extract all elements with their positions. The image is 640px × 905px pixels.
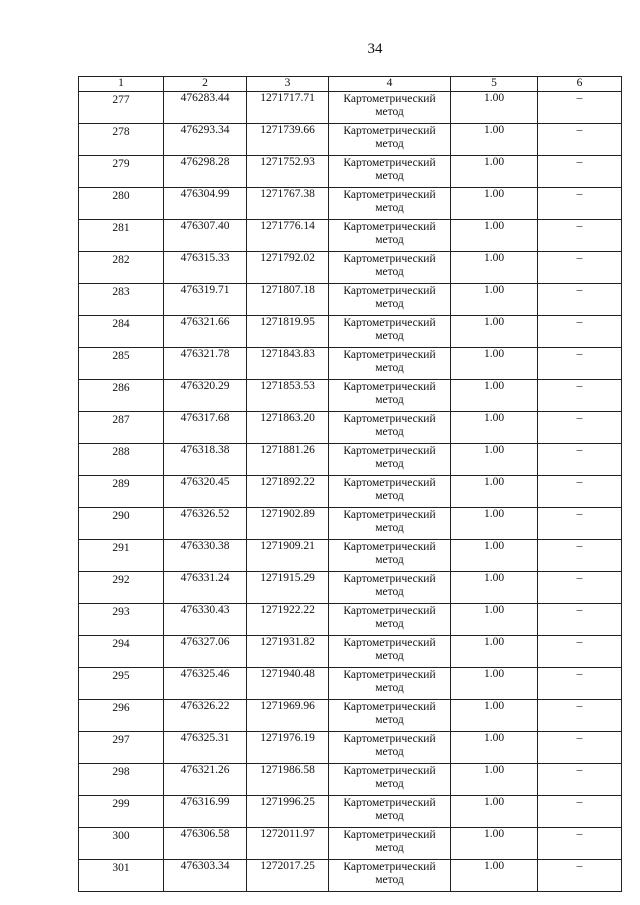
cell-y-coordinate: 1271863.20 (247, 412, 329, 444)
cell-note: – (538, 220, 622, 252)
cell-point-number: 279 (79, 156, 164, 188)
cell-accuracy: 1.00 (451, 860, 538, 892)
cell-note: – (538, 796, 622, 828)
cell-point-number: 278 (79, 124, 164, 156)
table-row (79, 668, 622, 700)
cell-y-coordinate: 1271931.82 (247, 636, 329, 668)
table-row (79, 412, 622, 444)
cell-note: – (538, 860, 622, 892)
table-row (79, 284, 622, 316)
cell-y-coordinate: 1271807.18 (247, 284, 329, 316)
cell-y-coordinate: 1271853.53 (247, 380, 329, 412)
cell-point-number: 277 (79, 92, 164, 124)
table-row (79, 860, 622, 892)
cell-y-coordinate: 1271940.48 (247, 668, 329, 700)
cell-y-coordinate: 1271922.22 (247, 604, 329, 636)
cell-method: Картометрический метод (329, 764, 451, 796)
header-cell-2: 2 (164, 77, 247, 92)
table-row (79, 316, 622, 348)
cell-y-coordinate: 1271819.95 (247, 316, 329, 348)
cell-method: Картометрический метод (329, 444, 451, 476)
cell-note: – (538, 476, 622, 508)
cell-note: – (538, 668, 622, 700)
cell-point-number: 284 (79, 316, 164, 348)
cell-method: Картометрический метод (329, 476, 451, 508)
cell-x-coordinate: 476316.99 (164, 796, 247, 828)
cell-note: – (538, 764, 622, 796)
cell-method: Картометрический метод (329, 828, 451, 860)
cell-note: – (538, 284, 622, 316)
cell-y-coordinate: 1271996.25 (247, 796, 329, 828)
cell-accuracy: 1.00 (451, 476, 538, 508)
cell-point-number: 280 (79, 188, 164, 220)
cell-note: – (538, 636, 622, 668)
cell-x-coordinate: 476298.28 (164, 156, 247, 188)
table-row (79, 380, 622, 412)
cell-note: – (538, 252, 622, 284)
cell-y-coordinate: 1271843.83 (247, 348, 329, 380)
cell-point-number: 287 (79, 412, 164, 444)
cell-point-number: 288 (79, 444, 164, 476)
cell-x-coordinate: 476331.24 (164, 572, 247, 604)
cell-x-coordinate: 476326.52 (164, 508, 247, 540)
cell-accuracy: 1.00 (451, 92, 538, 124)
cell-accuracy: 1.00 (451, 252, 538, 284)
cell-x-coordinate: 476320.45 (164, 476, 247, 508)
header-cell-5: 5 (451, 77, 538, 92)
cell-accuracy: 1.00 (451, 604, 538, 636)
cell-x-coordinate: 476325.31 (164, 732, 247, 764)
cell-method: Картометрический метод (329, 348, 451, 380)
cell-accuracy: 1.00 (451, 796, 538, 828)
cell-accuracy: 1.00 (451, 124, 538, 156)
table-row (79, 604, 622, 636)
cell-x-coordinate: 476320.29 (164, 380, 247, 412)
cell-y-coordinate: 1272011.97 (247, 828, 329, 860)
table-row (79, 220, 622, 252)
cell-y-coordinate: 1271892.22 (247, 476, 329, 508)
cell-y-coordinate: 1271915.29 (247, 572, 329, 604)
cell-point-number: 290 (79, 508, 164, 540)
cell-accuracy: 1.00 (451, 220, 538, 252)
cell-x-coordinate: 476319.71 (164, 284, 247, 316)
cell-method: Картометрический метод (329, 796, 451, 828)
cell-note: – (538, 444, 622, 476)
cell-y-coordinate: 1271976.19 (247, 732, 329, 764)
cell-accuracy: 1.00 (451, 284, 538, 316)
cell-method: Картометрический метод (329, 220, 451, 252)
cell-y-coordinate: 1271739.66 (247, 124, 329, 156)
cell-accuracy: 1.00 (451, 348, 538, 380)
cell-x-coordinate: 476327.06 (164, 636, 247, 668)
cell-y-coordinate: 1271881.26 (247, 444, 329, 476)
page-number: 34 (367, 41, 383, 57)
cell-note: – (538, 92, 622, 124)
cell-point-number: 291 (79, 540, 164, 572)
cell-note: – (538, 604, 622, 636)
cell-accuracy: 1.00 (451, 572, 538, 604)
cell-accuracy: 1.00 (451, 636, 538, 668)
cell-y-coordinate: 1272017.25 (247, 860, 329, 892)
table-row (79, 348, 622, 380)
cell-point-number: 301 (79, 860, 164, 892)
cell-point-number: 297 (79, 732, 164, 764)
cell-point-number: 300 (79, 828, 164, 860)
cell-point-number: 294 (79, 636, 164, 668)
cell-point-number: 293 (79, 604, 164, 636)
cell-x-coordinate: 476317.68 (164, 412, 247, 444)
cell-accuracy: 1.00 (451, 316, 538, 348)
cell-y-coordinate: 1271986.58 (247, 764, 329, 796)
cell-method: Картометрический метод (329, 92, 451, 124)
table-row (79, 540, 622, 572)
cell-note: – (538, 156, 622, 188)
cell-x-coordinate: 476325.46 (164, 668, 247, 700)
cell-method: Картометрический метод (329, 316, 451, 348)
cell-y-coordinate: 1271717.71 (247, 92, 329, 124)
cell-x-coordinate: 476321.66 (164, 316, 247, 348)
cell-y-coordinate: 1271752.93 (247, 156, 329, 188)
table-row (79, 572, 622, 604)
cell-y-coordinate: 1271902.89 (247, 508, 329, 540)
cell-accuracy: 1.00 (451, 732, 538, 764)
cell-x-coordinate: 476330.43 (164, 604, 247, 636)
cell-note: – (538, 348, 622, 380)
cell-note: – (538, 700, 622, 732)
cell-method: Картометрический метод (329, 188, 451, 220)
cell-note: – (538, 508, 622, 540)
cell-note: – (538, 188, 622, 220)
cell-x-coordinate: 476330.38 (164, 540, 247, 572)
coordinates-table (78, 76, 622, 892)
table-row (79, 188, 622, 220)
cell-method: Картометрический метод (329, 700, 451, 732)
cell-note: – (538, 124, 622, 156)
cell-method: Картометрический метод (329, 124, 451, 156)
cell-y-coordinate: 1271909.21 (247, 540, 329, 572)
header-row (79, 77, 622, 92)
table-row (79, 828, 622, 860)
cell-accuracy: 1.00 (451, 412, 538, 444)
cell-accuracy: 1.00 (451, 668, 538, 700)
cell-y-coordinate: 1271792.02 (247, 252, 329, 284)
table-row (79, 764, 622, 796)
table-row (79, 252, 622, 284)
header-cell-1: 1 (79, 77, 164, 92)
cell-method: Картометрический метод (329, 540, 451, 572)
table-row (79, 732, 622, 764)
table-row (79, 796, 622, 828)
cell-method: Картометрический метод (329, 380, 451, 412)
cell-note: – (538, 380, 622, 412)
table-header (79, 77, 622, 92)
cell-point-number: 289 (79, 476, 164, 508)
cell-x-coordinate: 476283.44 (164, 92, 247, 124)
cell-method: Картометрический метод (329, 572, 451, 604)
cell-accuracy: 1.00 (451, 508, 538, 540)
cell-note: – (538, 572, 622, 604)
cell-x-coordinate: 476315.33 (164, 252, 247, 284)
cell-point-number: 299 (79, 796, 164, 828)
cell-accuracy: 1.00 (451, 444, 538, 476)
cell-method: Картометрический метод (329, 668, 451, 700)
cell-accuracy: 1.00 (451, 540, 538, 572)
cell-method: Картометрический метод (329, 284, 451, 316)
header-cell-6: 6 (538, 77, 622, 92)
cell-point-number: 298 (79, 764, 164, 796)
cell-accuracy: 1.00 (451, 700, 538, 732)
cell-x-coordinate: 476303.34 (164, 860, 247, 892)
cell-x-coordinate: 476307.40 (164, 220, 247, 252)
cell-note: – (538, 412, 622, 444)
cell-note: – (538, 540, 622, 572)
cell-x-coordinate: 476321.78 (164, 348, 247, 380)
cell-y-coordinate: 1271776.14 (247, 220, 329, 252)
header-cell-4: 4 (329, 77, 451, 92)
cell-point-number: 285 (79, 348, 164, 380)
cell-method: Картометрический метод (329, 636, 451, 668)
table-row (79, 92, 622, 124)
cell-accuracy: 1.00 (451, 380, 538, 412)
table-row (79, 636, 622, 668)
cell-note: – (538, 732, 622, 764)
cell-point-number: 295 (79, 668, 164, 700)
cell-x-coordinate: 476304.99 (164, 188, 247, 220)
cell-method: Картометрический метод (329, 412, 451, 444)
cell-point-number: 281 (79, 220, 164, 252)
cell-method: Картометрический метод (329, 156, 451, 188)
cell-x-coordinate: 476326.22 (164, 700, 247, 732)
cell-x-coordinate: 476318.38 (164, 444, 247, 476)
cell-method: Картометрический метод (329, 732, 451, 764)
table-row (79, 508, 622, 540)
cell-point-number: 296 (79, 700, 164, 732)
cell-method: Картометрический метод (329, 508, 451, 540)
cell-accuracy: 1.00 (451, 188, 538, 220)
table-row (79, 700, 622, 732)
cell-method: Картометрический метод (329, 860, 451, 892)
cell-accuracy: 1.00 (451, 764, 538, 796)
cell-method: Картометрический метод (329, 604, 451, 636)
header-cell-3: 3 (247, 77, 329, 92)
cell-x-coordinate: 476321.26 (164, 764, 247, 796)
cell-y-coordinate: 1271767.38 (247, 188, 329, 220)
table-row (79, 156, 622, 188)
cell-y-coordinate: 1271969.96 (247, 700, 329, 732)
cell-point-number: 283 (79, 284, 164, 316)
cell-point-number: 286 (79, 380, 164, 412)
cell-method: Картометрический метод (329, 252, 451, 284)
table-row (79, 444, 622, 476)
table-body (79, 92, 622, 892)
cell-x-coordinate: 476293.34 (164, 124, 247, 156)
cell-point-number: 282 (79, 252, 164, 284)
cell-accuracy: 1.00 (451, 156, 538, 188)
table-row (79, 124, 622, 156)
cell-note: – (538, 828, 622, 860)
cell-accuracy: 1.00 (451, 828, 538, 860)
cell-point-number: 292 (79, 572, 164, 604)
cell-note: – (538, 316, 622, 348)
table-row (79, 476, 622, 508)
cell-x-coordinate: 476306.58 (164, 828, 247, 860)
